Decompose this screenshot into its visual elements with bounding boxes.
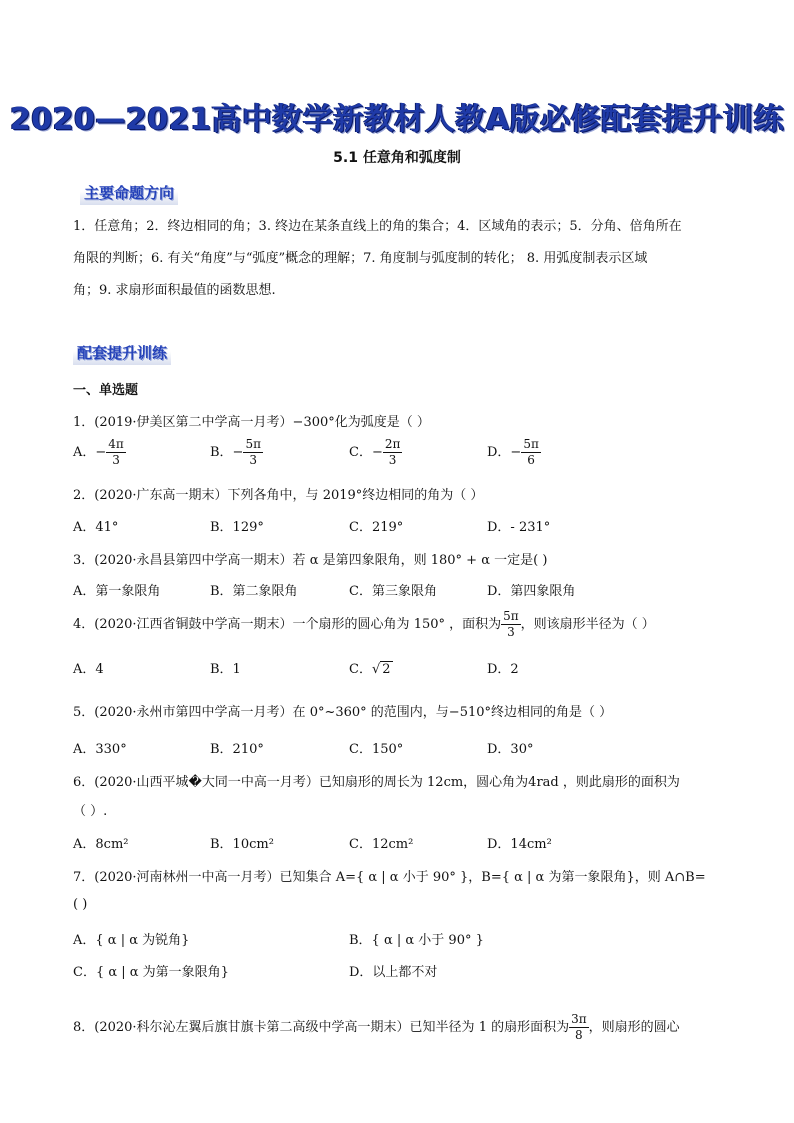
option-a: A．{ α | α 为锐角} — [73, 933, 190, 948]
question-stem: 7．(2020·河南林州一中高一月考）已知集合 A={ α | α 小于 90° }，B={ α | α 为第一象限角}，则 A∩B= — [73, 870, 706, 885]
option-label: A．− — [73, 445, 107, 460]
option-a: A．4 — [73, 662, 104, 677]
question-stem: 5．(2020·永州市第四中学高一月考）在 0°~360° 的范围内，与−510°终边相同的角是（ ） — [73, 705, 613, 720]
option-b: B．第二象限角 — [210, 584, 298, 599]
option-b: B．1 — [210, 662, 241, 677]
option-a: A．第一象限角 — [73, 584, 161, 599]
fraction-numerator: 5π — [245, 437, 261, 451]
directions-line: 1．任意角；2．终边相同的角；3. 终边在某条直线上的角的集合；4．区域角的表示；5．分角、倍角所在 — [73, 219, 682, 234]
option-d: D．第四象限角 — [487, 584, 576, 599]
option-label: C．− — [349, 445, 383, 460]
fraction-denominator: 3 — [112, 453, 120, 467]
sqrt-radicand: 2 — [382, 662, 391, 677]
directions-line: 角；9. 求扇形面积最值的函数思想. — [73, 283, 276, 298]
option-c: C．219° — [349, 520, 404, 535]
option-a — [73, 437, 126, 468]
option-c: C．150° — [349, 742, 404, 757]
option-d: D．14cm² — [487, 837, 552, 852]
question-stem-text: ，则扇形的圆心 — [588, 1020, 680, 1035]
fraction-numerator: 5π — [503, 609, 519, 623]
option-b: B．{ α | α 小于 90° } — [349, 933, 484, 948]
fraction-numerator: 4π — [108, 437, 124, 451]
directions-paragraph — [73, 211, 723, 307]
question-stem: 6．(2020·山西平城�大同一中高一月考）已知扇形的周长为 12cm，圆心角为4rad ，则此扇形的面积为 — [73, 775, 680, 790]
question-stem-continued: ( ) — [73, 897, 88, 912]
fraction-denominator: 6 — [527, 453, 535, 467]
option-b — [210, 437, 263, 468]
question-stem-text: 4．(2020·江西省铜鼓中学高一期末）一个扇形的圆心角为 150° ，面积为 — [73, 617, 502, 632]
question-stem — [73, 1012, 680, 1043]
option-b: B．10cm² — [210, 837, 274, 852]
option-label: C． — [349, 662, 372, 677]
option-label: B．− — [210, 445, 244, 460]
question-stem-continued: （ ）. — [73, 804, 108, 819]
fraction — [383, 437, 403, 468]
fraction-denominator: 3 — [388, 453, 397, 467]
fraction — [569, 1012, 589, 1043]
question-stem-text: ，则该扇形半径为（ ） — [520, 617, 655, 632]
fraction-denominator: 3 — [249, 453, 258, 467]
option-a: A．41° — [73, 520, 119, 535]
directions-line: 角限的判断；6. 有关“角度”与“弧度”概念的理解；7. 角度制与弧度制的转化； 8. 用弧度制表示区域 — [73, 251, 648, 266]
fraction-denominator: 8 — [575, 1028, 583, 1042]
sqrt-symbol: √ — [371, 662, 381, 677]
option-d — [487, 437, 541, 468]
option-d: D．30° — [487, 742, 534, 757]
option-c — [349, 437, 402, 468]
question-stem: 1．(2019·伊美区第二中学高一月考）−300°化为弧度是（ ） — [73, 415, 430, 430]
option-c: C．12cm² — [349, 837, 414, 852]
fraction-denominator: 3 — [507, 625, 515, 639]
section-heading-directions: 主要命题方向 — [80, 182, 178, 205]
question-stem — [73, 609, 655, 640]
document-subtitle: 5.1 任意角和弧度制 — [333, 150, 461, 166]
question-stem: 2．(2020·广东高一期末）下列各角中，与 2019°终边相同的角为（ ） — [73, 488, 484, 503]
option-label: D．− — [487, 445, 522, 460]
option-c: C．第三象限角 — [349, 584, 437, 599]
option-b: B．210° — [210, 742, 264, 757]
section-heading-practice: 配套提升训练 — [73, 342, 171, 365]
option-a: A．330° — [73, 742, 127, 757]
fraction — [243, 437, 263, 468]
fraction-numerator: 2π — [384, 437, 401, 451]
option-c: C．{ α | α 为第一象限角} — [73, 965, 229, 980]
option-b: B．129° — [210, 520, 264, 535]
fraction — [106, 437, 126, 468]
fraction-numerator: 3π — [571, 1012, 587, 1026]
document-title: 2020—2021高中数学新教材人教A版必修配套提升训练 — [9, 102, 785, 137]
question-stem: 3．(2020·永昌县第四中学高一期末）若 α 是第四象限角，则 180° + α 一定是( ) — [73, 553, 548, 568]
option-d: D．以上都不对 — [349, 965, 438, 980]
question-stem-text: 8．(2020·科尔沁左翼后旗甘旗卡第二高级中学高一期末）已知半径为 1 的扇形面积为 — [73, 1020, 570, 1035]
fraction — [501, 609, 521, 640]
question-type-heading: 一、单选题 — [73, 383, 139, 398]
option-d: D．2 — [487, 662, 519, 677]
option-c — [349, 658, 393, 677]
option-a: A．8cm² — [73, 837, 129, 852]
fraction — [521, 437, 541, 468]
fraction-numerator: 5π — [523, 437, 539, 451]
option-d: D．- 231° — [487, 520, 551, 535]
